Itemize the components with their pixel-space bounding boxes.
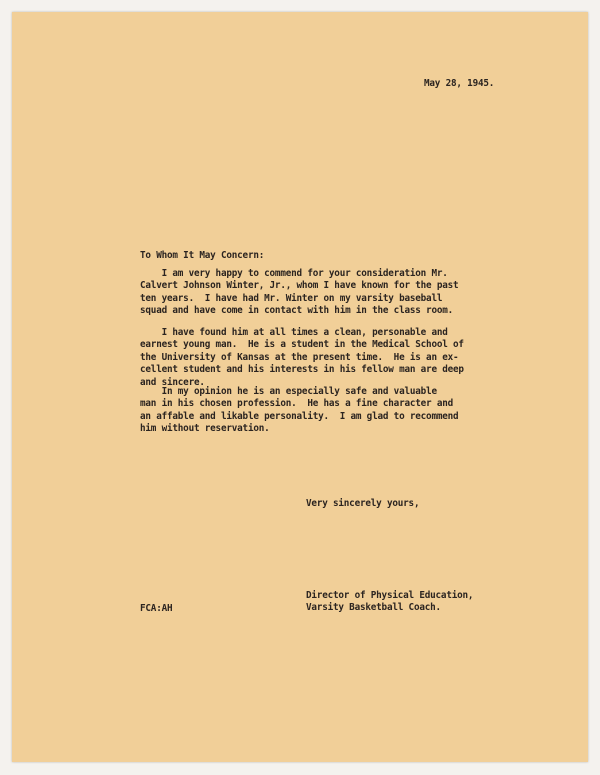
signature-title-line: Varsity Basketball Coach. (306, 602, 441, 614)
reference-initials: FCA:AH (140, 603, 173, 614)
letter-date: May 28, 1945. (424, 78, 495, 89)
paragraph-line: In my opinion he is an especially safe and valuable (140, 386, 437, 397)
paragraph-3 (140, 386, 500, 436)
paragraph-line: ten years. I have had Mr. Winter on my varsity baseball (140, 292, 443, 304)
closing: Very sincerely yours, (306, 498, 420, 509)
signature-title-line: Director of Physical Education, (306, 590, 474, 601)
paragraph-line: cellent student and his interests in his fellow man are deep (140, 364, 464, 376)
paragraph-line: I am very happy to commend for your consideration Mr. (140, 268, 448, 279)
paragraph-2 (140, 327, 500, 389)
paragraph-line: I have found him at all times a clean, personable and (140, 327, 448, 338)
letter-page (12, 12, 588, 762)
paragraph-line: the University of Kansas at the present time. He is an ex- (140, 351, 459, 363)
paragraph-line: earnest young man. He is a student in the Medical School of (140, 339, 464, 351)
paragraph-line: him without reservation. (140, 423, 270, 435)
paragraph-line: an affable and likable personality. I am glad to recommend (140, 410, 459, 422)
salutation: To Whom It May Concern: (140, 250, 265, 261)
paragraph-1 (140, 268, 500, 318)
signature-title (306, 590, 473, 615)
paragraph-line: man in his chosen profession. He has a fine character and (140, 398, 454, 410)
paragraph-line: squad and have come in contact with him in the class room. (140, 305, 454, 317)
paragraph-line: and sincere. (140, 376, 205, 388)
paragraph-line: Calvert Johnson Winter, Jr., whom I have known for the past (140, 280, 459, 292)
